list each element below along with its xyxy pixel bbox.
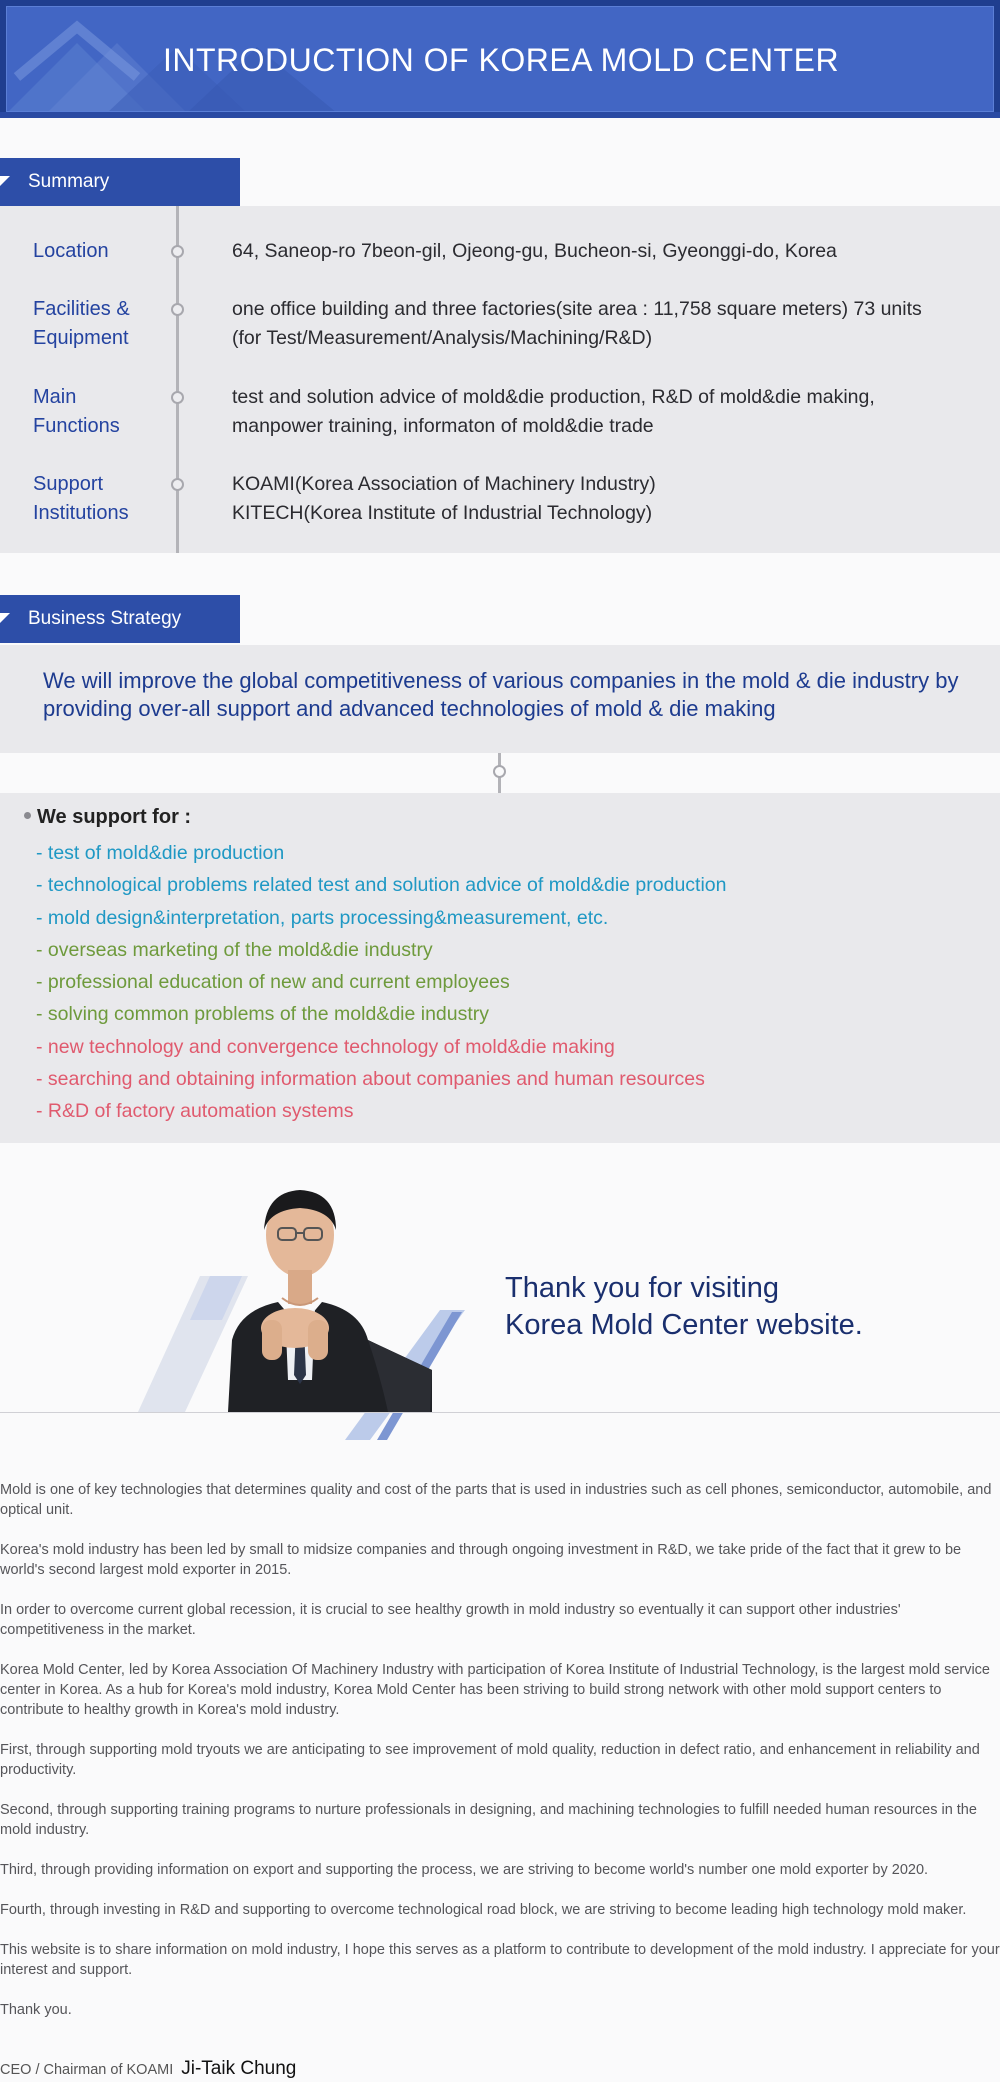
summary-panel bbox=[0, 206, 1000, 553]
corner-triangle-icon bbox=[0, 613, 10, 623]
support-item: - R&D of factory automation systems bbox=[36, 1100, 354, 1123]
connector-dot-icon bbox=[493, 765, 506, 778]
letter-paragraph: Korea Mold Center, led by Korea Association Of Machinery Industry with participation of Korea Institute of Industrial Technology, is the largest mold service center in Korea. As a hub for Korea's mold industry, Korea Mold Center has been striving to build strong network with other mold support centers to contribute to healthy growth in Korea's mold industry. bbox=[0, 1662, 990, 1718]
letter-paragraph: Second, through supporting training programs to nurture professionals in designing, and machining technologies to fulfill needed human resources in the mold industry. bbox=[0, 1802, 977, 1838]
business-strategy-tab bbox=[0, 595, 240, 643]
signature-title: CEO / Chairman of KOAMI bbox=[0, 2062, 174, 2078]
summary-label: Facilities & Equipment bbox=[33, 298, 130, 349]
support-item: - mold design&interpretation, parts processing&measurement, etc. bbox=[36, 906, 609, 929]
letter-paragraph: In order to overcome current global recession, it is crucial to see healthy growth in mold industry so eventually it can support other industries' competitiveness in the market. bbox=[0, 1602, 901, 1638]
support-item: - searching and obtaining information about companies and human resources bbox=[36, 1068, 705, 1091]
summary-tab-label: Summary bbox=[28, 171, 110, 192]
thank-you-heading bbox=[505, 1270, 863, 1344]
section-divider bbox=[0, 1412, 1000, 1413]
business-strategy-tab-label: Business Strategy bbox=[28, 608, 182, 629]
support-list bbox=[36, 837, 976, 1128]
letter-paragraph: Mold is one of key technologies that determines quality and cost of the parts that is used in industries such as cell phones, semiconductor, automobile, and optical unit. bbox=[0, 1482, 992, 1518]
support-item: - solving common problems of the mold&die industry bbox=[36, 1003, 490, 1026]
support-item: - technological problems related test and solution advice of mold&die production bbox=[36, 874, 727, 897]
timeline-dot-icon bbox=[171, 245, 184, 258]
timeline-dot-icon bbox=[171, 391, 184, 404]
summary-value: KOAMI(Korea Association of Machinery Industry) KITECH(Korea Institute of Industrial Technology) bbox=[232, 473, 656, 524]
timeline-dot-icon bbox=[171, 303, 184, 316]
letter-paragraph: This website is to share information on mold industry, I hope this serves as a platform to contribute to development of the mold industry. I appreciate for your interest and support. bbox=[0, 1942, 1000, 1978]
letter-paragraph: Third, through providing information on export and supporting the process, we are striving to become world's number one mold exporter by 2020. bbox=[0, 1862, 929, 1878]
timeline-line bbox=[176, 206, 179, 553]
support-item: - professional education of new and current employees bbox=[36, 971, 510, 994]
banner-bottom-bar bbox=[0, 112, 1000, 118]
letter-paragraph: Fourth, through investing in R&D and supporting to overcome technological road block, we are striving to become leading high technology mold maker. bbox=[0, 1902, 967, 1918]
support-title bbox=[24, 806, 191, 829]
summary-label: Location bbox=[33, 240, 109, 262]
support-item: - test of mold&die production bbox=[36, 842, 285, 864]
bullet-icon bbox=[24, 812, 31, 819]
thank-you-line-1: Thank you for visiting bbox=[505, 1272, 780, 1304]
ceo-letter bbox=[0, 1480, 1000, 2040]
letter-paragraph: Thank you. bbox=[0, 2002, 72, 2018]
signature-name: Ji-Taik Chung bbox=[181, 2058, 297, 2079]
support-panel bbox=[0, 793, 1000, 1143]
summary-value: 64, Saneop-ro 7beon-gil, Ojeong-gu, Bucheon-si, Gyeonggi-do, Korea bbox=[232, 240, 837, 262]
support-title-text: We support for : bbox=[37, 806, 192, 828]
thank-you-line-2: Korea Mold Center website. bbox=[505, 1309, 863, 1341]
page-title: INTRODUCTION OF KOREA MOLD CENTER bbox=[162, 42, 840, 78]
summary-tab bbox=[0, 158, 240, 206]
letter-paragraph: Korea's mold industry has been led by small to midsize companies and through ongoing investment in R&D, we take pride of the fact that it grew to be world's second largest mold exporter in 2015. bbox=[0, 1542, 962, 1578]
signature bbox=[0, 2058, 1000, 2080]
strategy-statement: We will improve the global competitiveness of various companies in the mold & die industry by providing over-all support and advanced technologies of mold & die making bbox=[43, 668, 959, 721]
support-item: - overseas marketing of the mold&die industry bbox=[36, 938, 433, 961]
strategy-panel bbox=[0, 645, 1000, 753]
letter-paragraph: First, through supporting mold tryouts we are anticipating to see improvement of mold quality, reduction in defect ratio, and enhancement in reliability and productivity. bbox=[0, 1742, 980, 1778]
summary-label: Support Institutions bbox=[33, 473, 129, 524]
summary-value: one office building and three factories(site area : 11,758 square meters) 73 units (for Test/Measurement/Analysis/Machining/R&D) bbox=[232, 298, 922, 349]
corner-triangle-icon bbox=[0, 176, 10, 186]
summary-label: Main Functions bbox=[33, 386, 120, 437]
page-banner bbox=[0, 0, 1000, 118]
summary-value: test and solution advice of mold&die production, R&D of mold&die making, manpower training, informaton of mold&die trade bbox=[232, 386, 875, 437]
support-item: - new technology and convergence technology of mold&die making bbox=[36, 1035, 615, 1058]
banner-panel bbox=[6, 6, 994, 112]
timeline-dot-icon bbox=[171, 478, 184, 491]
